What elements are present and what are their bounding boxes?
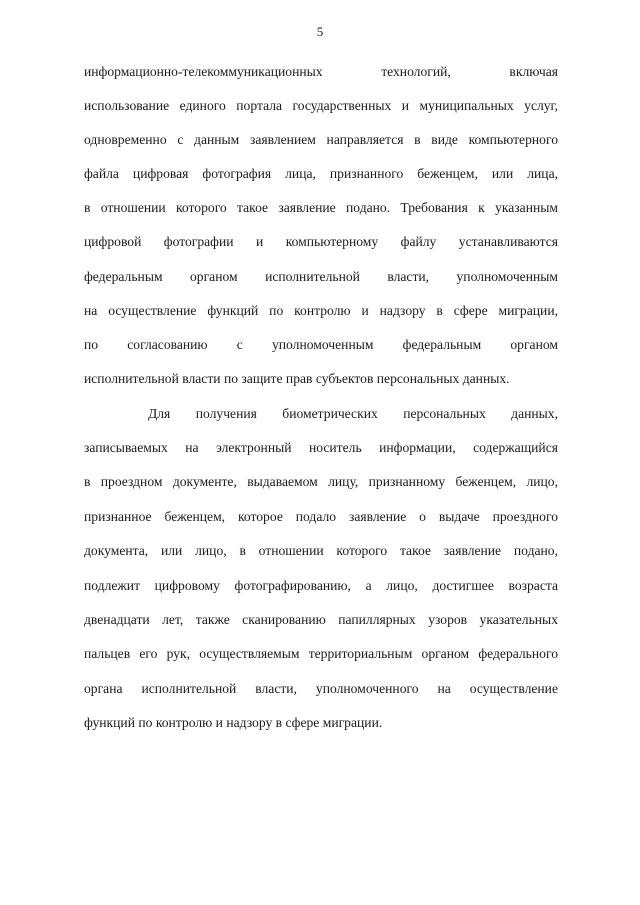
paragraph-2-line-6: подлежит цифровому фотографированию, а лицо, достигшее возраста <box>84 578 558 593</box>
paragraph-1-line-6: цифровой фотографии и компьютерному файлу устанавливаются <box>84 234 558 249</box>
paragraph-1-line-5: в отношении которого такое заявление подано. Требования к указанным <box>84 200 558 215</box>
paragraph-2-line-1: Для получения биометрических персональных данных, <box>148 406 558 421</box>
paragraph-1-line-8: на осуществление функций по контролю и надзору в сфере миграции, <box>84 303 558 318</box>
paragraph-2-line-5: документа, или лицо, в отношении которого такое заявление подано, <box>84 543 558 558</box>
paragraph-1-line-2: использование единого портала государственных и муниципальных услуг, <box>84 98 558 113</box>
paragraph-2-line-2: записываемых на электронный носитель информации, содержащийся <box>84 440 558 455</box>
paragraph-1-line-10: исполнительной власти по защите прав субъектов персональных данных. <box>84 371 510 386</box>
paragraph-2-line-7: двенадцати лет, также сканированию папиллярных узоров указательных <box>84 612 558 627</box>
page-number: 5 <box>316 24 324 39</box>
paragraph-2-line-10: функций по контролю и надзору в сфере миграции. <box>84 715 383 730</box>
paragraph-1-line-3: одновременно с данным заявлением направляется в виде компьютерного <box>84 132 558 147</box>
paragraph-1-line-1: информационно-телекоммуникационных технологий, включая <box>84 64 558 79</box>
paragraph-1-line-7: федеральным органом исполнительной власти, уполномоченным <box>84 269 558 284</box>
paragraph-2-line-3: в проездном документе, выдаваемом лицу, признанному беженцем, лицо, <box>84 474 558 489</box>
paragraph-2-line-9: органа исполнительной власти, уполномоченного на осуществление <box>84 681 558 696</box>
paragraph-2-line-4: признанное беженцем, которое подало заявление о выдаче проездного <box>84 509 558 524</box>
paragraph-1-line-9: по согласованию с уполномоченным федеральным органом <box>84 337 558 352</box>
paragraph-1-line-4: файла цифровая фотография лица, признанного беженцем, или лица, <box>84 166 558 181</box>
paragraph-2-line-8: пальцев его рук, осуществляемым территориальным органом федерального <box>84 646 558 661</box>
